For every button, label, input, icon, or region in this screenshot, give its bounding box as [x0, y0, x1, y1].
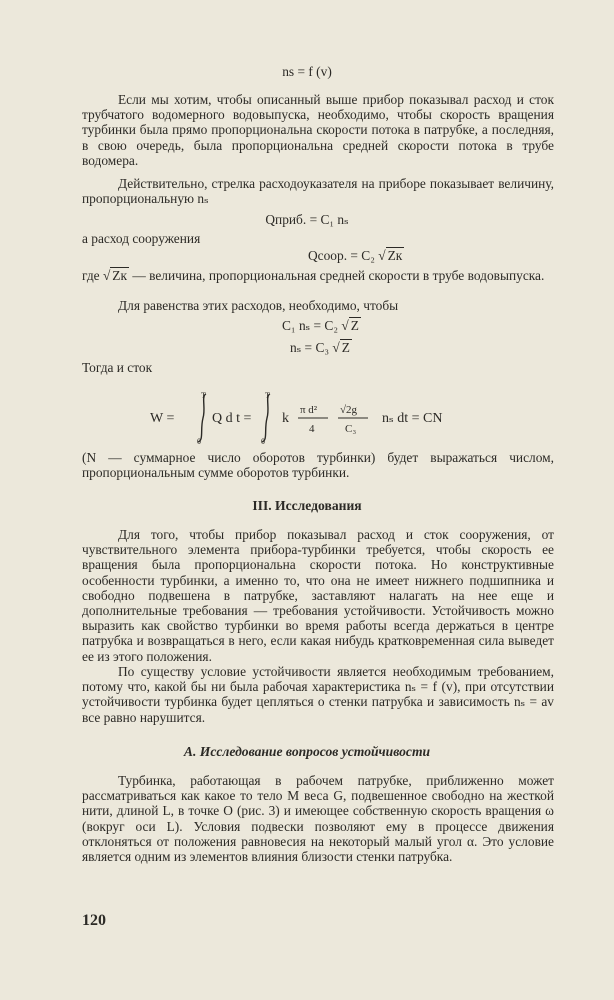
section-heading-iii: III. Исследования	[252, 498, 362, 513]
paragraph-10: Турбинка, работающая в рабочем патрубке, приближенно может рассматриваться как какое то тело M веса G, подвешенное свободно на жесткой нити, длиной L, в точке O (рис. 3) и имеющее собственную скорость вращения ω (вокруг оси L). Условия подвески позволяют ему в процессе движения отклоняться от положения равновесия на некоторый малый угол α. Это условие является одним из элементов влияния близости стенки патрубка.	[82, 773, 554, 865]
paragraph-6: Тогда и сток	[82, 360, 153, 375]
paragraph-3: а расход сооружения	[82, 231, 201, 246]
fraction-1-numerator: π d²	[300, 404, 318, 416]
equation-ns-fv: ns = f (v)	[282, 64, 332, 79]
paragraph-4-radicand: Zк	[112, 268, 127, 283]
paragraph-5: Для равенства этих расходов, необходимо, чтобы	[118, 298, 399, 313]
subsection-heading-a: A. Исследование вопросов устойчивости	[183, 744, 431, 759]
integral-tail: nₛ dt = CN	[382, 411, 443, 426]
integral-1-body: Q d t =	[212, 411, 252, 426]
integral-sign-1	[198, 394, 206, 442]
equation-equality-2: nₛ = C₃ √ Z	[290, 340, 350, 355]
equation-equality-1-left: C₁ nₛ = C₂	[282, 318, 339, 333]
page-number: 120	[82, 912, 106, 929]
fraction-2-denominator: C₃	[345, 423, 357, 435]
integral-equation	[150, 382, 480, 446]
equation-equality-1-radicand: Z	[350, 318, 359, 333]
paragraph-4-where: где	[82, 268, 100, 283]
paragraph-9: По существу условие устойчивости является необходимым требованием, потому что, какой бы ни была рабочая характеристика nₛ = f (v), при отсутствии устойчивости турбинка будет цепляться о стенки патрубка и зависимость nₛ = av все равно нарушится.	[82, 664, 554, 725]
integral-1-upper: T	[201, 391, 206, 400]
paragraph-7: (N — суммарное число оборотов турбинки) будет выражаться числом, пропорциональным сумме оборотов турбинки.	[82, 450, 554, 481]
fraction-1-denominator: 4	[309, 423, 315, 435]
equation-equality-2-radicand: Z	[341, 340, 350, 355]
paragraph-4-rest: — величина, пропорциональная средней скорости в трубе водовыпуска.	[132, 268, 545, 283]
integral-1-lower: 0	[197, 437, 201, 446]
integral-sign-2	[262, 394, 270, 442]
equation-q-prib: Qприб. = C₁ nₛ	[265, 212, 349, 227]
equation-equality-1: C₁ nₛ = C₂ √ Z	[282, 318, 359, 333]
equation-q-soor: Qсоор. = C₂ √ Zк	[308, 248, 403, 263]
integral-2-upper: T	[265, 391, 270, 400]
equation-q-soor-radicand: Zк	[387, 248, 403, 263]
equation-q-soor-left: Qсоор. = C₂	[308, 248, 375, 263]
paragraph-1: Если мы хотим, чтобы описанный выше прибор показывал расход и сток трубчатого водомерного водовыпуска, необходимо, чтобы скорость вращения турбинки была прямо пропорциональна скорости потока в патрубке, а последняя, в свою очередь, была пропорциональна средней скорости потока в трубе водомера.	[82, 92, 554, 168]
paragraph-2: Действительно, стрелка расходоуказателя на приборе показывает величину, пропорциональную nₛ	[82, 176, 554, 207]
integral-lhs: W =	[150, 411, 175, 426]
equation-equality-2-left: nₛ = C₃	[290, 340, 330, 355]
integral-k: k	[282, 411, 289, 426]
paragraph-4: где √ Zк — величина, пропорциональная средней скорости в трубе водовыпуска.	[82, 268, 545, 283]
fraction-2-numerator: √2g	[340, 404, 358, 416]
integral-2-lower: 0	[261, 437, 265, 446]
paragraph-8: Для того, чтобы прибор показывал расход и сток сооружения, от чувствительного элемента прибора-турбинки требуется, чтобы скорость ее вращения была пропорциональна скорости потока. Но конструктивные особенности турбинки, а именно то, что она не имеет нижнего подшипника и свободно подвешена в патрубке, заставляют налагать на нее еще и дополнительные требования — требования устойчивости. Устойчивость можно выразить как свойство турбинки во время работы всегда держаться в центре патрубка и возвращаться в него, если какая нибудь кратковременная сила выведет ее из этого положения.	[82, 527, 554, 664]
